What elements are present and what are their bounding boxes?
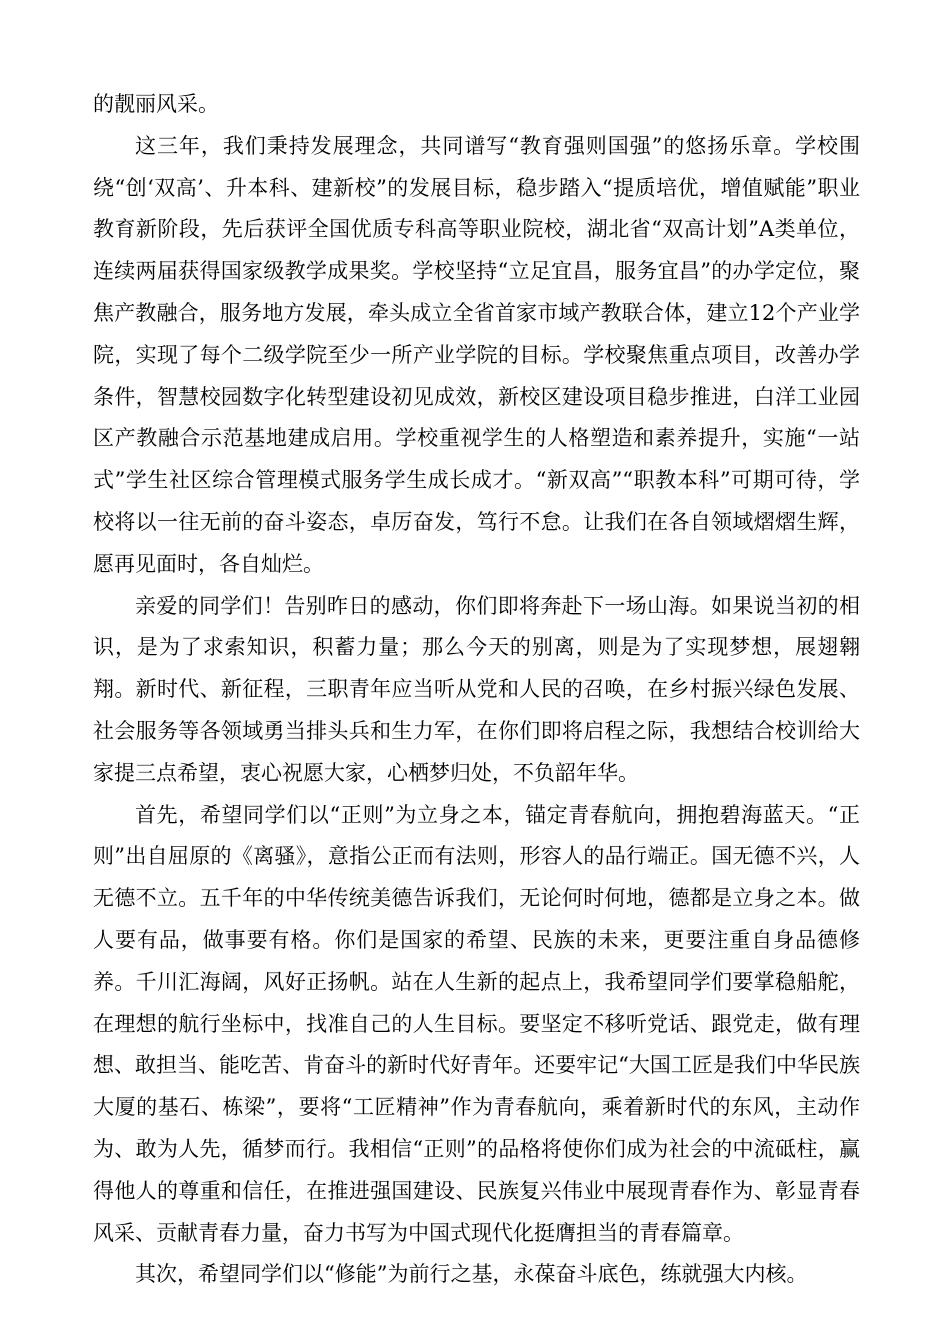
paragraph-second-hope: 其次，希望同学们以“修能”为前行之基，永葆奋斗底色，练就强大内核。	[135, 1262, 808, 1287]
paragraph-first-hope: 首先，希望同学们以“正则”为立身之本，锚定青春航向，拥抱碧海蓝天。“正则”出自屈原的《离骚》，意指公正而有法则，形容人的品行端正。国无德不兴，人无德不立。五千年的中华传统美德告诉我们，无论何时何地，德都是立身之本。做人要有品，做事要有格。你们是国家的希望、民族的未来，更要注重自身品德修养。千川汇海阔，风好正扬帆。站在人生新的起点上，我希望同学们要掌稳船舵，在理想的航行坐标中，找准自己的人生目标。要坚定不移听党话、跟党走，做有理想、敢担当、能吃苦、肯奋斗的新时代好青年。还要牢记“大国工匠是我们中华民族大厦的基石、栋梁”，要将“工匠精神”作为青春航向，乘着新时代的东风，主动作为、敢为人先，循梦而行。我相信“正则”的品格将使你们成为社会的中流砥柱，赢得他人的尊重和信任，在推进强国建设、民族复兴伟业中展现青春作为、彰显青春风采、贡献青春力量，奋力书写为中国式现代化挺膺担当的青春篇章。	[93, 802, 860, 1245]
paragraph-continuation: 的靓丽风采。	[93, 92, 219, 116]
paragraph-three-years: 这三年，我们秉持发展理念，共同谱写“教育强则国强”的悠扬乐章。学校围绕“创‘双高’、升本科、建新校”的发展目标，稳步踏入“提质培优，增值赋能”职业教育新阶段，先后获评全国优质专科高等职业院校，湖北省“双高计划”A类单位，连续两届获得国家级教学成果奖。学校坚持“立足宜昌，服务宜昌”的办学定位，聚焦产教融合，服务地方发展，牵头成立全省首家市域产教联合体，建立12个产业学院，实现了每个二级学院至少一所产业学院的目标。学校聚焦重点项目，改善办学条件，智慧校园数字化转型建设初见成效，新校区建设项目稳步推进，白洋工业园区产教融合示范基地建成启用。学校重视学生的人格塑造和素养提升，实施“一站式”学生社区综合管理模式服务学生成长成才。“新双高”“职教本科”可期可待，学校将以一往无前的奋斗姿态，卓厉奋发，笃行不怠。让我们在各自领域熠熠生辉，愿再见面时，各自灿烂。	[93, 133, 860, 576]
paragraph-dear-students: 亲爱的同学们！告别昨日的感动，你们即将奔赴下一场山海。如果说当初的相识，是为了求索知识，积蓄力量；那么今天的别离，则是为了实现梦想，展翅翱翔。新时代、新征程，三职青年应当听从党和人民的召唤，在乡村振兴绿色发展、社会服务等各领域勇当排头兵和生力军，在你们即将启程之际，我想结合校训给大家提三点希望，衷心祝愿大家，心栖梦归处，不负韶年华。	[93, 593, 860, 785]
document-page	[93, 84, 860, 1296]
